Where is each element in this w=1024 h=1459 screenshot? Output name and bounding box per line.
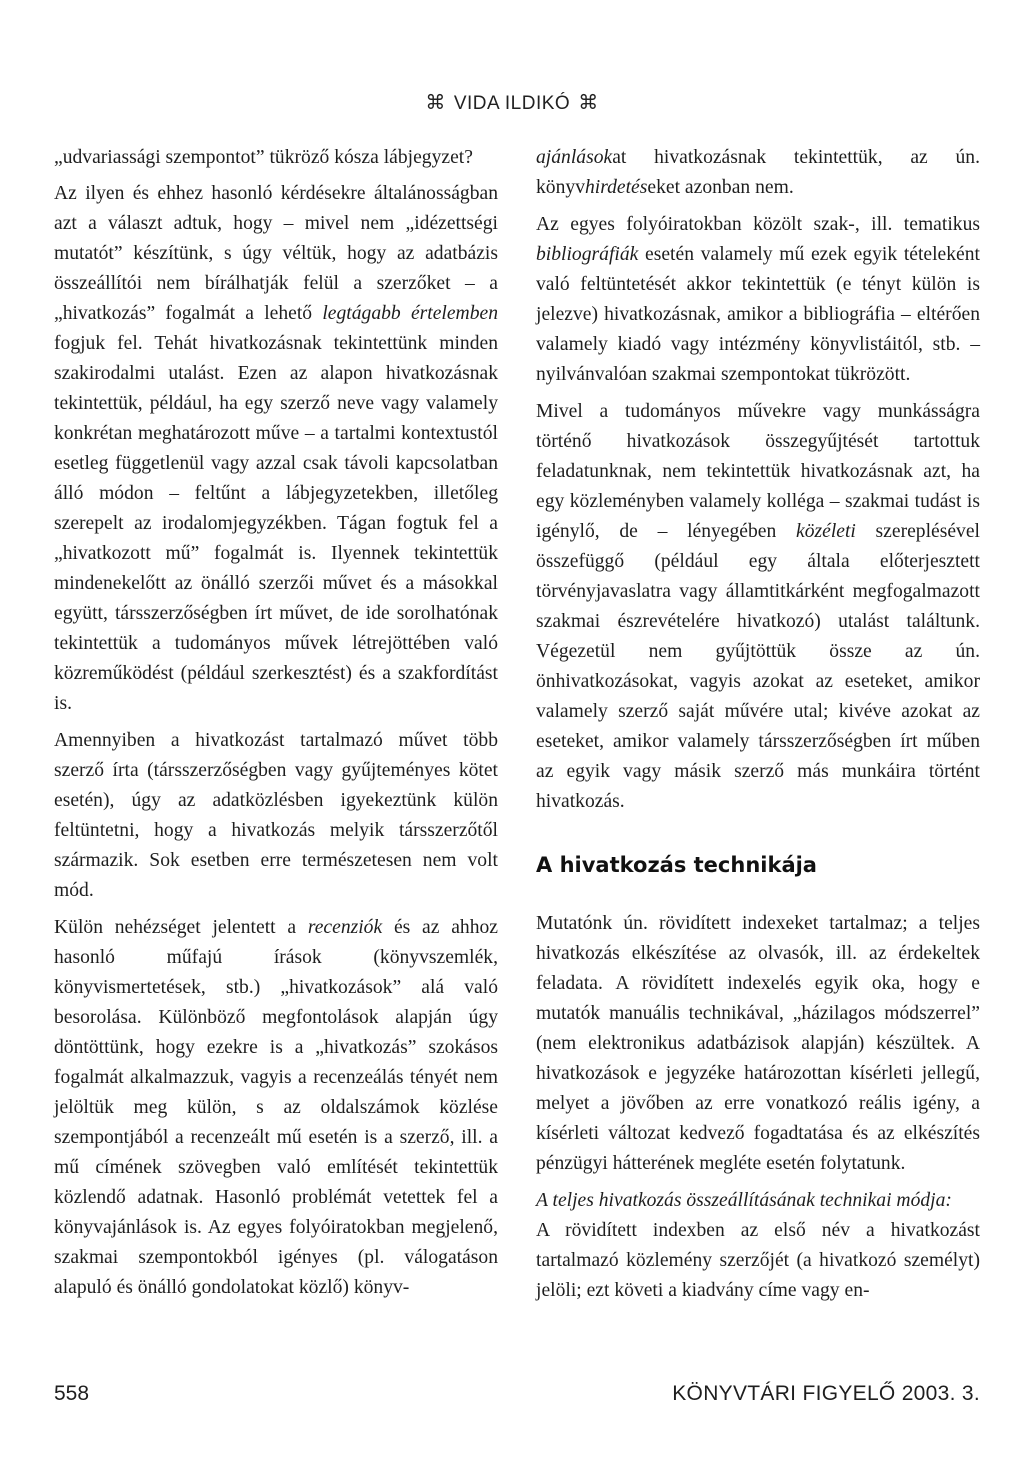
- right-p1-emphasis-2: hirdetés: [584, 177, 648, 198]
- section-heading: A hivatkozás technikája: [536, 853, 817, 877]
- left-paragraph-3: Amennyiben a hivatkozást tartalmazó művet több szerző írta (társszerzőségben vagy gyűjteményes kötet esetén), úgy az adatközlésben igyekeztünk külön feltüntetni, hogy a hivatkozás melyik társszerzőtől származik. Sok esetben erre természetesen nem volt mód.: [54, 730, 498, 901]
- left-p4-text-a: Külön nehézséget jelentett a: [54, 917, 308, 938]
- left-p2-text-a: Az ilyen és ehhez hasonló kérdésekre általánosságban azt a választ adtuk, hogy – mivel nem „idézettségi mutatót” készítünk, s úgy véltük, hogy az adatbázis összeállítói nem bírálhatják felül a szerzőket – a „hivatkozás” fogalmát a lehető: [54, 183, 498, 324]
- left-p2-emphasis: legtágabb értelemben: [322, 303, 498, 324]
- right-p1-text-a: at hivatkozásnak tekintettük, az ún. könyv: [536, 147, 980, 198]
- right-column: [536, 143, 980, 1313]
- left-p2-text-b: fogjuk fel. Tehát hivatkozásnak tekintettünk minden szakirodalmi utalást. Ezen az alapon hivatkozásnak tekintettük, például, ha egy szerző neve vagy valamely konkrétan meghatározott műve – a tartalmi kontextustól esetleg függetlenül vagy azzal csak távoli kapcsolatban álló módon – feltűnt a lábjegyzetekben, illetőleg szerepelt az irodalomjegyzékben. Tágan fogtuk fel a „hivatkozott mű” fogalmát is. Ilyennek tekintettük mindenekelőtt az önálló szerzői művet és a másokkal együtt, társszerzőségben írt művet, de ide sorolhatónak tekintettük a tudományos művek létrejöttében való közreműködést (például szerkesztést) és a szakfordítást is.: [54, 333, 498, 714]
- right-p1-emphasis-1: ajánlások: [536, 147, 613, 168]
- right-paragraph-6: A rövidített indexben az első név a hivatkozást tartalmazó közlemény szerzőjét (a hivatkozó személyt) jelöli; ezt követi a kiadvány címe vagy en-: [536, 1220, 980, 1301]
- left-paragraph-2: [54, 179, 498, 719]
- right-p3-text-a: Mivel a tudományos művekre vagy munkásságra történő hivatkozások összegyűjtését tartottuk feladatunknak, nem tekintettük hivatkozásnak azt, ha egy közleményben valamely kolléga – szakmai tudást is igénylő, de – lényegében: [536, 401, 980, 542]
- left-p4-emphasis: recenziók: [307, 917, 383, 938]
- right-paragraph-3: [536, 397, 980, 817]
- right-p1-text-b: eket azonban nem.: [647, 177, 794, 198]
- page-number: 558: [54, 1382, 90, 1405]
- right-p2-text-b: esetén valamely mű ezek egyik tételeként való feltüntetését akkor tekintettük (e tényt külön is jelezve) hivatkozásnak, amikor a bibliográfia – eltérően valamely kiadó vagy intézmény könyvlistáitól, stb. – nyilvánvalóan szakmai szempontokat tükrözött.: [536, 244, 980, 385]
- right-p2-emphasis: bibliográfiák: [536, 244, 639, 265]
- right-paragraph-1: [536, 143, 980, 203]
- running-head-author: VIDA ILDIKÓ: [453, 93, 571, 114]
- left-paragraph-1: „udvariassági szempontot” tükröző kósza lábjegyzet?: [54, 147, 473, 168]
- right-paragraph-5: [536, 1186, 980, 1216]
- left-column: [54, 143, 498, 1310]
- right-p2-text-a: Az egyes folyóiratokban közölt szak-, ill. tematikus: [536, 214, 980, 235]
- left-paragraph-4: [54, 913, 498, 1303]
- right-p3-emphasis: közéleti: [796, 521, 856, 542]
- right-p3-text-b: szereplésével összefüggő (például egy általa előterjesztett törvényjavaslatra vagy államtitkárként megfogalmazott szakmai észrevételére hivatkozó) utalást találtunk. Végezetül nem gyűjtöttük össze az ún. önhivatkozásokat, vagyis azokat az eseteket, amikor valamely szerző saját művére utal; kivéve azokat az eseteket, amikor valamely társszerzőségben írt műben az egyik vagy másik szerző más munkáira történt hivatkozás.: [536, 521, 980, 812]
- running-head: [0, 90, 1024, 115]
- journal-footer: KÖNYVTÁRI FIGYELŐ 2003. 3.: [672, 1382, 980, 1405]
- right-paragraph-4: Mutatónk ún. rövidített indexeket tartalmaz; a teljes hivatkozás elkészítése az olvasók, ill. az érdekeltek feladata. A rövidített indexelés egyik oka, hogy e mutatók manuális technikával, „házilagos módszerrel” (nem elektronikus adatbázisok alapján) készültek. A hivatkozások e jegyzéke határozottan kísérleti jellegű, melyet a jövőben az erre vonatkozó reális igény, a kísérleti változat kedvező fogadtatása és az elkészítés pénzügyi hátterének megléte esetén folytatunk.: [536, 913, 980, 1174]
- right-paragraph-2: [536, 210, 980, 390]
- ornament-right-icon: ⌘: [578, 92, 599, 114]
- left-p4-text-b: és az ahhoz hasonló műfajú írások (könyvszemlék, könyvismertetések, stb.) „hivatkozások” alá való besorolása. Különböző megfontolások alapján úgy döntöttünk, hogy ezekre is a „hivatkozás” szokásos fogalmát alkalmazzuk, vagyis a recenzeálás tényét nem jelöltük meg külön, s az oldalszámok közlése szempontjából a recenzeált mű esetén is a szerző, ill. a mű címének szövegben való említését tekintettük közlendő adatnak. Hasonló problémát vetettek fel a könyvajánlások is. Az egyes folyóiratokban megjelenő, szakmai szempontokból igényes (pl. válogatáson alapuló és önálló gondolatokat közlő) könyv-: [54, 917, 499, 1298]
- right-p5-emphasis: A teljes hivatkozás összeállításának technikai módja:: [536, 1190, 952, 1211]
- ornament-left-icon: ⌘: [425, 92, 446, 114]
